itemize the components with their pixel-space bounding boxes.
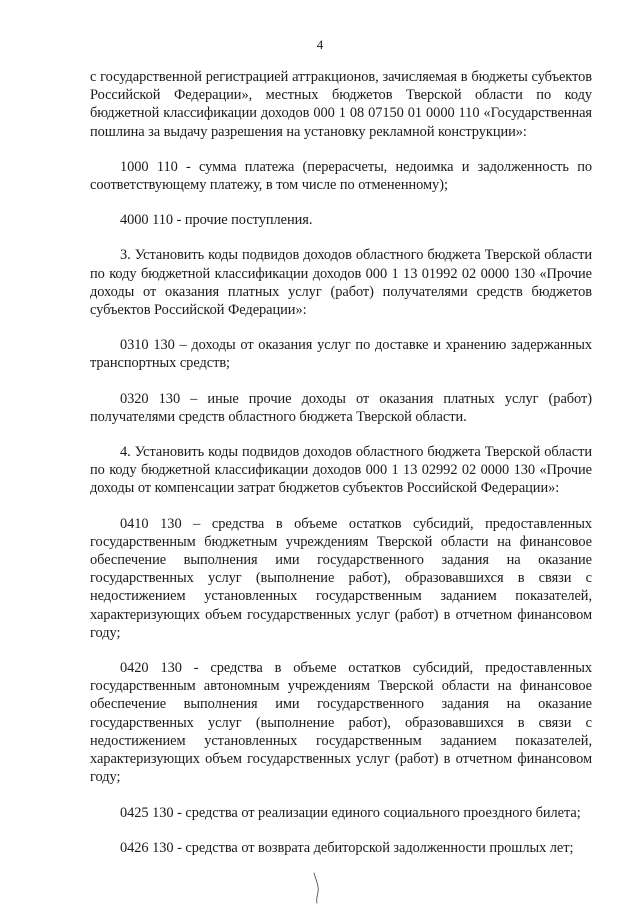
pen-mark (311, 872, 323, 904)
paragraph-item-3: 3. Установить коды подвидов доходов областного бюджета Тверской области по коду бюджетной классификации доходов 000 1 13 01992 02 0000 130 «Прочие доходы от оказания платных услуг (работ) получателями средств бюджетов субъектов Российской Федерации»: (90, 247, 592, 319)
paragraph-continuation: с государственной регистрацией аттракционов, зачисляемая в бюджеты субъектов Российской Федерации», местных бюджетов Тверской области по коду бюджетной классификации доходов 000 1 08 07150 01 0000 110 «Государственная пошлина за выдачу разрешения на установку рекламной конструкции»: (90, 69, 592, 140)
paragraph-code-4000: 4000 110 - прочие поступления. (120, 212, 313, 229)
document-body (90, 68, 592, 874)
paragraph-code-0320: 0320 130 – иные прочие доходы от оказания платных услуг (работ) получателями средств областного бюджета Тверской области. (90, 390, 592, 425)
paragraph-code-1000: 1000 110 - сумма платежа (перерасчеты, недоимка и задолженность по соответствующему платежу, в том числе по отмененному); (90, 158, 592, 194)
paragraph-code-0426: 0426 130 - средства от возврата дебиторской задолженности прошлых лет; (120, 839, 574, 856)
paragraph-code-0410: 0410 130 – средства в объеме остатков субсидий, предоставленных государственным бюджетным учреждениям Тверской области на финансовое обеспечение выполнения ими государственного задания на оказание государственных услуг (выполнение работ), образовавшихся в связи с недостижением установленных государственным заданием показателей, характеризующих объем государственных услуг (работ) в отчетном финансовом году; (90, 515, 592, 641)
page-number: 4 (316, 37, 324, 52)
paragraph-code-0310: 0310 130 – доходы от оказания услуг по доставке и хранению задержанных транспортных средств; (90, 337, 592, 372)
paragraph-code-0420: 0420 130 - средства в объеме остатков субсидий, предоставленных государственным автономным учреждениям Тверской области на финансовое обеспечение выполнения ими государственного задания на оказание государственных услуг (выполнение работ), образовавшихся в связи с недостижением установленных государственным заданием показателей, характеризующих объем государственных услуг (работ) в отчетном финансовом году; (90, 660, 592, 786)
paragraph-item-4: 4. Установить коды подвидов доходов областного бюджета Тверской области по коду бюджетной классификации доходов 000 1 13 02992 02 0000 130 «Прочие доходы от компенсации затрат бюджетов субъектов Российской Федерации»: (90, 444, 592, 497)
paragraph-code-0425: 0425 130 - средства от реализации единого социального проездного билета; (120, 804, 581, 821)
